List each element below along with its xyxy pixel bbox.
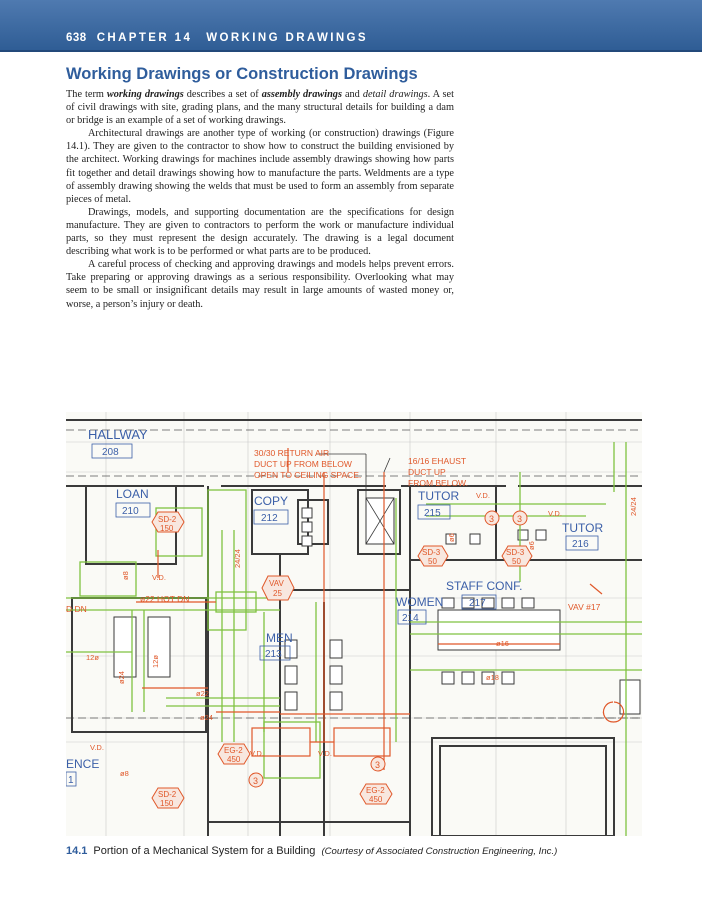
chapter-title: WORKING DRAWINGS: [206, 32, 368, 44]
tag-sd3-a: SD-3: [422, 548, 441, 557]
note-return-air-1: 30/30 RETURN AIR: [254, 448, 330, 458]
dim-d24: ø24: [117, 671, 126, 684]
page-number: 638: [66, 32, 87, 44]
note-hot-dn: ø22 HOT DN: [140, 594, 190, 604]
damper-vd-5: V.D.: [250, 749, 264, 758]
dim-d16: ø16: [496, 639, 509, 648]
note-d-dn: D DN: [66, 604, 87, 614]
chapter-header-bar: [0, 0, 702, 52]
tag-sd2-bottom: SD-2: [158, 790, 177, 799]
room-fence: ENCE: [66, 757, 100, 771]
tag-eg2-a-value: 450: [227, 755, 241, 764]
tag-sd2-top-value: 150: [160, 524, 174, 533]
term-detail-drawings: detail drawings: [362, 89, 428, 100]
room-fence-number: 1: [68, 775, 74, 786]
caption-credit: (Courtesy of Associated Construction Engineering, Inc.): [321, 846, 558, 857]
figure-caption: [66, 845, 557, 857]
tag-three-b: 3: [517, 514, 523, 524]
paragraph-4: A careful process of checking and approving drawings and models helps prevent errors. Take preparing or approving drawings as a serious responsibility. Overlooking what may seem to be small or insignificant details may result in large amounts of wasted money or, worse, a person’s injury or death.: [66, 259, 454, 310]
chapter-label: CHAPTER 14: [96, 32, 193, 44]
damper-vd-3: V.D.: [548, 509, 562, 518]
tag-three-d: 3: [375, 760, 381, 770]
tag-three-a: 3: [489, 514, 495, 524]
p1-text-e: and: [341, 89, 363, 100]
room-tutor-215: TUTOR: [418, 489, 460, 503]
term-assembly-drawings: assembly drawings: [261, 89, 342, 100]
dim-d22: ø22: [196, 689, 209, 698]
tag-sd3-b: SD-3: [506, 548, 525, 557]
note-return-air-2: DUCT UP FROM BELOW: [254, 459, 352, 469]
dim-d8-b: ø8: [120, 769, 129, 778]
p1-text-c: describes a set of: [183, 89, 262, 100]
room-staff-number: 217: [469, 598, 486, 609]
p1-text-g: . A set of civil drawings with site, grading plans, and the many structural details for building a dam or bridge is an example of a set of working drawings.: [66, 89, 454, 127]
dim-24-24-b: 24/24: [629, 497, 638, 516]
tag-three-c: 3: [253, 776, 259, 786]
dim-d18: ø18: [486, 673, 499, 682]
section-title: Working Drawings or Construction Drawings: [66, 65, 418, 83]
room-women: WOMEN: [396, 595, 444, 609]
dim-12-a: 12ø: [86, 653, 99, 662]
note-return-air-3: OPEN TO CEILING SPACE.: [254, 470, 362, 480]
room-loan: LOAN: [116, 487, 149, 501]
running-header: [66, 32, 368, 44]
dim-d6-b: ø6: [527, 541, 536, 550]
note-exhaust-2: DUCT UP: [408, 467, 446, 477]
paragraph-2: Architectural drawings are another type of working (or construction) drawings (Figure 14.1). They are given to the contractor to show how to construct the building envisioned by the architect. Working drawings for machines include assembly drawings showing how parts fit together and detail drawings showing how to manufacture the parts. Weldments are a type of assembly drawing showing the welds that must be used to form an assembly from separate pieces of metal.: [66, 128, 454, 205]
paragraph-3: Drawings, models, and supporting documentation are the specifications for design manufacture. They are given to contractors to perform the work or manufacture individual parts, so they must represent the design accurately. The drawing is a legal document describing what work is to be performed or what parts are to be produced.: [66, 206, 454, 258]
tag-vav-value: 25: [273, 589, 282, 598]
caption-text: Portion of a Mechanical System for a Building: [93, 845, 316, 857]
room-copy: COPY: [254, 494, 289, 508]
mechanical-floor-plan-figure: [66, 412, 642, 836]
damper-vd-1: V.D.: [152, 573, 166, 582]
dim-d8: ø8: [121, 571, 130, 580]
tag-sd3-a-value: 50: [428, 557, 437, 566]
damper-vd-4: V.D.: [90, 743, 104, 752]
tag-vav: VAV: [269, 579, 284, 588]
room-hallway-number: 208: [102, 447, 119, 458]
note-exhaust-1: 16/16 EHAUST: [408, 456, 467, 466]
dim-12-b: 12ø: [151, 655, 160, 668]
tag-sd2-top: SD-2: [158, 515, 177, 524]
dim-d24-b: ø24: [200, 713, 213, 722]
tag-eg2-b: EG-2: [366, 786, 385, 795]
tag-sd2-bottom-value: 150: [160, 799, 174, 808]
p1-text-a: The term: [66, 89, 107, 100]
tag-eg2-b-value: 450: [369, 795, 383, 804]
note-exhaust-3: FROM BELOW.: [408, 478, 468, 488]
floor-plan-drawing: [66, 412, 642, 836]
room-tutor-216: TUTOR: [562, 521, 604, 535]
dim-24-24: 24/24: [233, 549, 242, 568]
paragraph-1: [66, 88, 454, 127]
term-working-drawings: working drawings: [106, 89, 184, 100]
room-men-number: 213: [265, 649, 282, 660]
tag-eg2-a: EG-2: [224, 746, 243, 755]
damper-vd-2: V.D.: [476, 491, 490, 500]
room-hallway: HALLWAY: [88, 427, 148, 442]
room-tutor-215-number: 215: [424, 508, 441, 519]
tag-sd3-b-value: 50: [512, 557, 521, 566]
damper-vd-6: V.D.: [318, 749, 332, 758]
room-staff-conf: STAFF CONF.: [446, 579, 523, 593]
room-copy-number: 212: [261, 513, 278, 524]
body-text: [66, 88, 454, 311]
dim-d6-a: ø6: [447, 533, 456, 542]
room-men: MEN: [266, 631, 293, 645]
room-loan-number: 210: [122, 506, 139, 517]
room-women-number: 214: [402, 613, 419, 624]
figure-number: 14.1: [66, 845, 88, 857]
room-tutor-216-number: 216: [572, 539, 589, 550]
note-vav-17: VAV #17: [568, 602, 601, 612]
